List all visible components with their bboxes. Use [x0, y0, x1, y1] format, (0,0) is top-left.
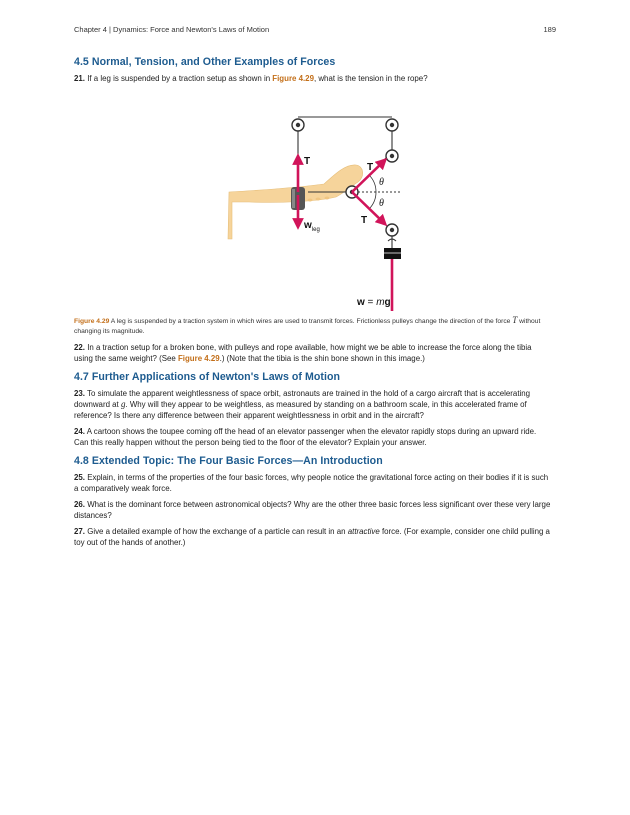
question-21-number: 21. — [74, 74, 85, 83]
question-23-number: 23. — [74, 389, 85, 398]
caption-text-a: A leg is suspended by a traction system in which wires are used to transmit forces. Frictionless pulleys change the direction of the force — [109, 318, 513, 325]
caption-text-b: without changing its magnitude. — [74, 318, 541, 335]
question-23-text-a: To simulate the apparent weightlessness of space orbit, astronauts are trained in the hold of a cargo aircraft that is accelerating downward at — [74, 389, 531, 409]
question-21-text-b: , what is the tension in the rope? — [313, 74, 428, 83]
section-heading-4-7: 4.7 Further Applications of Newton's Laws of Motion — [74, 371, 340, 383]
question-22 — [74, 342, 552, 364]
question-24-number: 24. — [74, 427, 85, 436]
caption-label: Figure 4.29 — [74, 318, 110, 325]
label-w-leg: $w_{leg}$ — [304, 220, 320, 233]
question-26 — [74, 499, 552, 521]
chapter-title: Chapter 4 | Dynamics: Force and Newton's Laws of Motion — [74, 25, 270, 34]
running-head — [74, 25, 556, 34]
figure-4-29 — [74, 89, 552, 311]
question-27-text-b: force. (For example, consider one child pulling a toy out of the hands of another.) — [74, 527, 550, 547]
section-heading-4-5: 4.5 Normal, Tension, and Other Examples of Forces — [74, 56, 336, 68]
question-23 — [74, 388, 552, 421]
question-27-emphasis: attractive — [347, 527, 380, 536]
question-23-var-g: g — [120, 399, 126, 409]
question-25 — [74, 472, 552, 494]
question-27-number: 27. — [74, 527, 85, 536]
question-22-text-a: In a traction setup for a broken bone, with pulleys and rope available, how might we be able to increase the force along the tibia using the same weight? (See — [74, 343, 532, 363]
label-T-upper: T — [367, 162, 374, 173]
page-number: 189 — [543, 25, 556, 34]
figure-4-29-link[interactable]: Figure 4.29 — [272, 74, 314, 83]
question-27-text-a: Give a detailed example of how the exchange of a particle can result in an — [87, 527, 348, 536]
question-21-text-a: If a leg is suspended by a traction setup as shown in — [87, 74, 273, 83]
question-26-text: What is the dominant force between astronomical objects? Why are the other three basic forces less significant over these very large distances? — [74, 500, 551, 520]
traction-diagram — [74, 89, 552, 311]
figure-4-29-link-2[interactable]: Figure 4.29 — [177, 354, 220, 363]
question-27 — [74, 526, 552, 548]
label-T-lower: T — [361, 215, 368, 226]
section-heading-4-8: 4.8 Extended Topic: The Four Basic Forces—An Introduction — [74, 455, 383, 467]
caption-var-T: T — [512, 315, 518, 325]
question-24-text: A cartoon shows the toupee coming off the head of an elevator passenger when the elevator rapidly stops during an upward ride. Can this really happen without the person being tied to the floor of the elevator? Explain your answer. — [74, 427, 537, 447]
question-24 — [74, 426, 552, 448]
label-theta-upper: θ — [379, 177, 384, 188]
question-21 — [74, 73, 552, 84]
question-22-number: 22. — [74, 343, 85, 352]
question-23-text-b: . Why will they appear to be weightless, as measured by standing on a bathroom scale, in this accelerated frame of reference? Is there any difference between their apparent weightlessness in orbit and in the aircraft? — [74, 400, 527, 420]
question-25-number: 25. — [74, 473, 85, 482]
label-theta-lower: θ — [379, 198, 384, 209]
question-26-number: 26. — [74, 500, 85, 509]
label-weight: w = mg — [357, 297, 391, 308]
question-22-text-b: .) (Note that the tibia is the shin bone shown in this image.) — [219, 354, 425, 363]
figure-caption — [74, 315, 552, 337]
question-25-text: Explain, in terms of the properties of the four basic forces, why people notice the gravitational force acting on their bodies if it is such a comparatively weak force. — [74, 473, 549, 493]
label-T-left: T — [304, 156, 311, 167]
page-content — [74, 56, 552, 553]
